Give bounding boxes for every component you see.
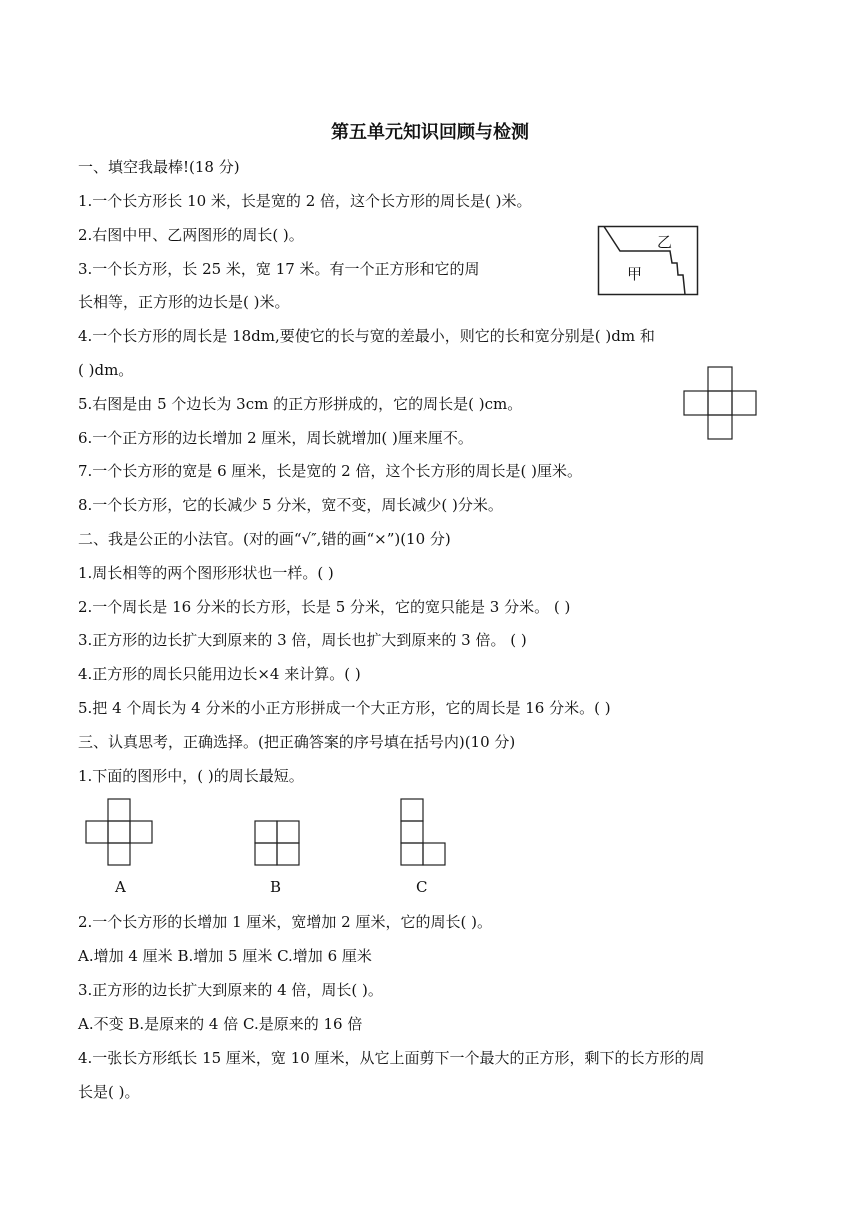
question-1-6: 6.一个正方形的边长增加 2 厘米，周长就增加( )厘来厘不。 xyxy=(78,429,473,447)
question-2-2: 2.一个周长是 16 分米的长方形，长是 5 分米，它的宽只能是 3 分米。 ( ) xyxy=(78,598,571,616)
figure-c xyxy=(400,798,448,866)
question-1-3b: 长相等，正方形的边长是( )米。 xyxy=(78,293,290,311)
question-1-7: 7.一个长方形的宽是 6 厘米，长是宽的 2 倍，这个长方形的周长是( )厘米。 xyxy=(78,462,582,480)
figure-a-label: A xyxy=(115,878,126,896)
section1-heading: 一、填空我最棒!(18 分) xyxy=(78,158,240,176)
question-3-3: 3.正方形的边长扩大到原来的 4 倍，周长( )。 xyxy=(78,981,383,999)
question-1-5: 5.右图是由 5 个边长为 3cm 的正方形拼成的，它的周长是( )cm。 xyxy=(78,395,523,413)
question-3-3-options: A.不变 B.是原来的 4 倍 C.是原来的 16 倍 xyxy=(78,1015,363,1033)
question-1-3a: 3.一个长方形，长 25 米，宽 17 米。有一个正方形和它的周 xyxy=(78,260,480,278)
fig-label-jia: 甲 xyxy=(627,265,643,283)
question-3-2: 2.一个长方形的长增加 1 厘米，宽增加 2 厘米，它的周长( )。 xyxy=(78,913,492,931)
question-3-1: 1.下面的图形中，( )的周长最短。 xyxy=(78,767,304,785)
section3-heading: 三、认真思考，正确选择。(把正确答案的序号填在括号内)(10 分) xyxy=(78,733,516,751)
question-2-1: 1.周长相等的两个图形形状也一样。( ) xyxy=(78,564,334,582)
page-title: 第五单元知识回顾与检测 xyxy=(331,122,529,143)
jia-yi-figure xyxy=(597,225,699,297)
question-3-4b: 长是( )。 xyxy=(78,1083,140,1101)
question-1-1: 1.一个长方形长 10 米，长是宽的 2 倍，这个长方形的周长是( )米。 xyxy=(78,192,532,210)
question-1-8: 8.一个长方形，它的长减少 5 分米，宽不变，周长减少( )分米。 xyxy=(78,496,503,514)
cross-figure xyxy=(680,366,760,442)
question-1-4a: 4.一个长方形的周长是 18dm,要使它的长与宽的差最小，则它的长和宽分别是( )dm 和 xyxy=(78,327,655,345)
question-1-2: 2.右图中甲、乙两图形的周长( )。 xyxy=(78,226,304,244)
figure-b-label: B xyxy=(270,878,282,896)
question-2-4: 4.正方形的周长只能用边长×4 来计算。( ) xyxy=(78,665,361,683)
figure-b xyxy=(254,820,300,866)
section2-heading: 二、我是公正的小法官。(对的画“√″,错的画“×”)(10 分) xyxy=(78,530,451,548)
question-3-2-options: A.增加 4 厘米 B.增加 5 厘米 C.增加 6 厘米 xyxy=(78,947,372,965)
question-2-5: 5.把 4 个周长为 4 分米的小正方形拼成一个大正方形，它的周长是 16 分米。( ) xyxy=(78,699,611,717)
question-2-3: 3.正方形的边长扩大到原来的 3 倍，周长也扩大到原来的 3 倍。 ( ) xyxy=(78,631,527,649)
figure-a xyxy=(84,798,156,866)
question-3-4a: 4.一张长方形纸长 15 厘米，宽 10 厘米，从它上面剪下一个最大的正方形，剩下的长方形的周 xyxy=(78,1049,705,1067)
question-1-4b: ( )dm。 xyxy=(78,361,134,379)
figure-c-label: C xyxy=(416,878,428,896)
fig-label-yi: 乙 xyxy=(657,233,673,251)
